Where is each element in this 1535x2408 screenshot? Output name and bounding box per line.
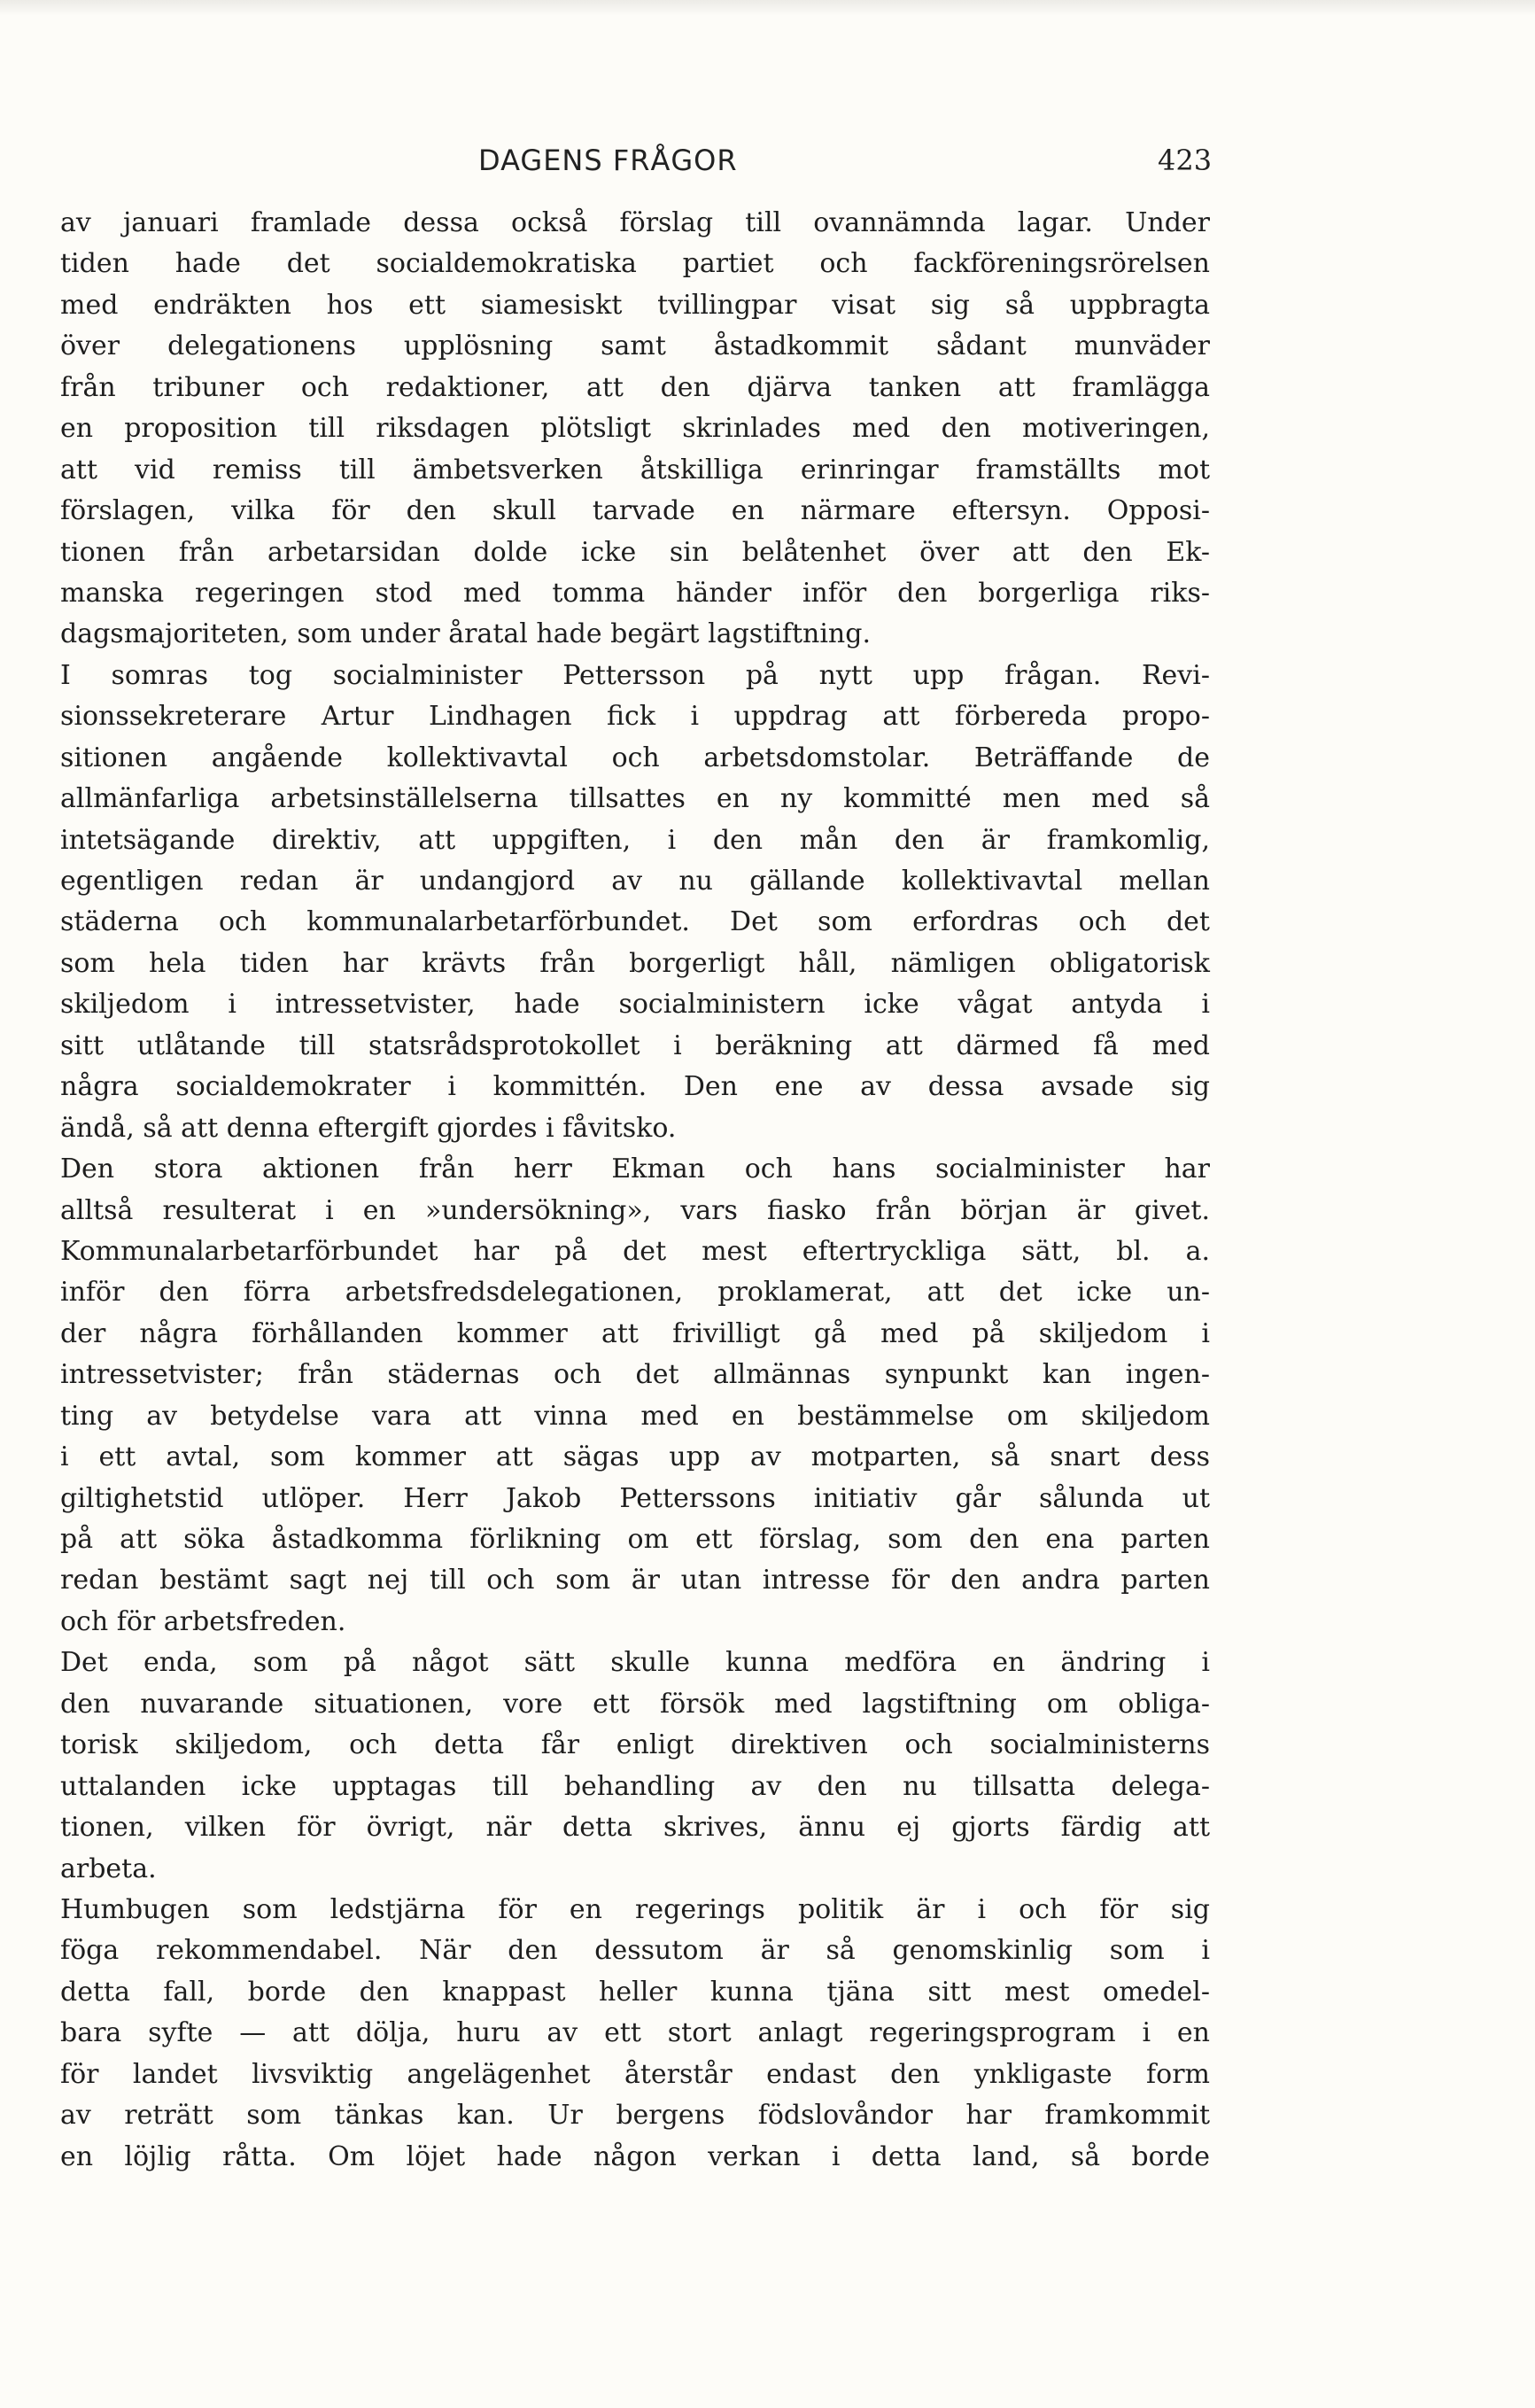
text-line: Kommunalarbetarförbundet har på det mest eftertryckliga sätt, bl. a. — [60, 1235, 1210, 1267]
text-line: för landet livsviktig angelägenhet återstår endast den ynkligaste form — [60, 2058, 1210, 2090]
text-line: från tribuner och redaktioner, att den djärva tanken att framlägga — [60, 371, 1210, 403]
text-line: av reträtt som tänkas kan. Ur bergens födslovåndor har framkommit — [60, 2100, 1210, 2132]
text-line: tionen, vilken för övrigt, när detta skrives, ännu ej gjorts färdig att — [60, 1812, 1210, 1844]
text-line: skiljedom i intressetvister, hade socialministern icke vågat antyda i — [60, 989, 1210, 1021]
text-line: giltighetstid utlöper. Herr Jakob Petterssons initiativ går sålunda ut — [60, 1482, 1210, 1514]
text-line: med endräkten hos ett siamesiskt tvillingpar visat sig så uppbragta — [60, 289, 1210, 321]
text-line: på att söka åstadkomma förlikning om ett förslag, som den ena parten — [60, 1524, 1210, 1555]
text-line: arbeta. — [60, 1853, 157, 1884]
text-line: tiden hade det socialdemokratiska partiet och fackföreningsrörelsen — [60, 248, 1210, 280]
text-line: Det enda, som på något sätt skulle kunna medföra en ändring i — [60, 1647, 1210, 1679]
text-line: manska regeringen stod med tomma händer inför den borgerliga riks- — [60, 577, 1210, 609]
text-line: sitionen angående kollektivavtal och arbetsdomstolar. Beträffande de — [60, 742, 1210, 773]
text-line: torisk skiljedom, och detta får enligt direktiven och socialministerns — [60, 1729, 1210, 1761]
text-line: Den stora aktionen från herr Ekman och hans socialminister har — [60, 1154, 1210, 1185]
text-line: intetsägande direktiv, att uppgiften, i den mån den är framkomlig, — [60, 824, 1210, 856]
page-number: 423 — [1158, 144, 1213, 177]
text-line: der några förhållanden kommer att frivilligt gå med på skiljedom i — [60, 1317, 1210, 1349]
text-line: av januari framlade dessa också förslag till ovannämnda lagar. Under — [60, 207, 1210, 238]
text-line: dagsmajoriteten, som under åratal hade begärt lagstiftning. — [60, 618, 871, 650]
text-line: detta fall, borde den knappast heller kunna tjäna sitt mest omedel- — [60, 1976, 1210, 2008]
text-line: intressetvister; från städernas och det allmännas synpunkt kan ingen- — [60, 1359, 1210, 1391]
page-top-shadow — [0, 0, 1535, 16]
text-line: och för arbetsfreden. — [60, 1605, 346, 1637]
text-line: tionen från arbetarsidan dolde icke sin belåtenhet över att den Ek- — [60, 536, 1210, 568]
text-line: alltså resulterat i en »undersökning», vars fiasko från början är givet. — [60, 1194, 1210, 1226]
text-line: egentligen redan är undangjord av nu gällande kollektivavtal mellan — [60, 866, 1210, 897]
text-line: ting av betydelse vara att vinna med en bestämmelse om skiljedom — [60, 1400, 1210, 1432]
text-line: I somras tog socialminister Pettersson på nytt upp frågan. Revi- — [60, 659, 1210, 691]
text-line: att vid remiss till ämbetsverken åtskilliga erinringar framställts mot — [60, 454, 1210, 485]
text-line: ändå, så att denna eftergift gjordes i fåvitsko. — [60, 1112, 677, 1144]
text-line: allmänfarliga arbetsinställelserna tillsattes en ny kommitté men med så — [60, 783, 1210, 815]
text-line: redan bestämt sagt nej till och som är utan intresse för den andra parten — [60, 1565, 1210, 1596]
text-line: en löjlig råtta. Om löjet hade någon verkan i detta land, så borde — [60, 2140, 1210, 2172]
text-line: några socialdemokrater i kommittén. Den ene av dessa avsade sig — [60, 1071, 1210, 1103]
text-line: över delegationens upplösning samt åstadkommit sådant munväder — [60, 330, 1210, 362]
text-line: inför den förra arbetsfredsdelegationen, proklamerat, att det icke un- — [60, 1277, 1210, 1309]
text-line: en proposition till riksdagen plötsligt skrinlades med den motiveringen, — [60, 413, 1210, 445]
text-line: sitt utlåtande till statsrådsprotokollet i beräkning att därmed få med — [60, 1029, 1210, 1061]
text-line: förslagen, vilka för den skull tarvade en närmare eftersyn. Opposi- — [60, 495, 1210, 527]
text-line: Humbugen som ledstjärna för en regerings politik är i och för sig — [60, 1893, 1210, 1925]
text-line: den nuvarande situationen, vore ett försök med lagstiftning om obliga- — [60, 1688, 1210, 1720]
page-header — [0, 144, 1535, 188]
text-line: som hela tiden har krävts från borgerligt håll, nämligen obligatorisk — [60, 947, 1210, 979]
text-line: sionssekreterare Artur Lindhagen fick i uppdrag att förbereda propo- — [60, 701, 1210, 733]
running-title: DAGENS FRÅGOR — [478, 144, 738, 177]
text-line: i ett avtal, som kommer att sägas upp av motparten, så snart dess — [60, 1441, 1210, 1473]
body-text — [60, 203, 1210, 2178]
text-line: bara syfte — att dölja, huru av ett stort anlagt regeringsprogram i en — [60, 2017, 1210, 2049]
text-line: föga rekommendabel. När den dessutom är så genomskinlig som i — [60, 1935, 1210, 1967]
text-line: städerna och kommunalarbetarförbundet. Det som erfordras och det — [60, 906, 1210, 938]
text-line: uttalanden icke upptagas till behandling av den nu tillsatta delega- — [60, 1770, 1210, 1802]
